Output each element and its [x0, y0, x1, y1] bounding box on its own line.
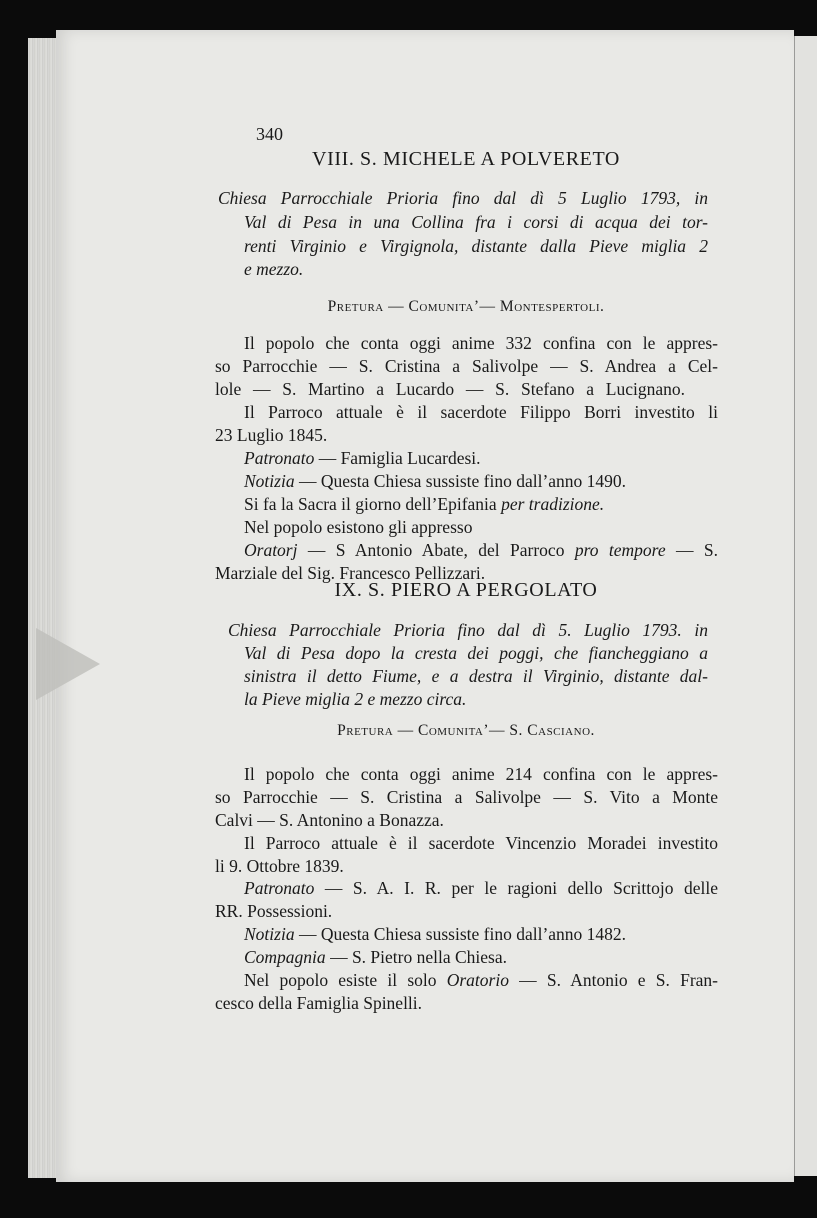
body-line: lole — S. Martino a Lucardo — S. Stefano a Lucignano. [215, 379, 685, 399]
oratori-line [244, 540, 718, 560]
patronato-text: — S. A. I. R. per le ragioni dello Scrittojo delle [314, 878, 718, 898]
jurisdiction: Pretura — Comunita’— Montespertoli. [327, 298, 605, 315]
jurisdiction: Pretura — Comunita’— S. Casciano. [337, 722, 595, 739]
oratorio-text: Nel popolo esiste il solo [244, 970, 447, 990]
intro-line: la Pieve miglia 2 e mezzo circa. [244, 689, 467, 709]
notizia-text: — Questa Chiesa sussiste fino dall’anno 1490. [294, 471, 627, 491]
body-line: 23 Luglio 1845. [215, 425, 328, 445]
body-line: Il popolo che conta oggi anime 332 confina con le appres- [244, 333, 718, 353]
patronato-line-2: RR. Possessioni. [215, 901, 333, 921]
compagnia-line [244, 947, 507, 967]
patronato-text: — Famiglia Lucardesi. [314, 448, 481, 468]
oratori-italic: pro tempore [574, 540, 666, 560]
intro-line: sinistra il detto Fiume, e a destra il Virginio, distante dal- [244, 666, 708, 686]
body-line: Il Parroco attuale è il sacerdote Filippo Borri investito li [244, 402, 718, 422]
section-title: VIII. S. MICHELE A POLVERETO [312, 148, 620, 170]
intro-line: e mezzo. [244, 259, 304, 279]
notizia-label: Notizia [244, 471, 295, 491]
body-line: so Parrocchie — S. Cristina a Salivolpe — S. Vito a Monte [215, 787, 718, 807]
oratorio-line [244, 970, 718, 990]
intro-line: Val di Pesa dopo la cresta dei poggi, che fiancheggiano a [244, 643, 708, 663]
oratori-end: — S. [665, 540, 718, 560]
patronato-line [244, 448, 481, 468]
patronato-line [244, 878, 718, 898]
body-line: Calvi — S. Antonino a Bonazza. [215, 810, 444, 830]
body-line: li 9. Ottobre 1839. [215, 856, 344, 876]
notizia-line [244, 471, 626, 491]
epifania-italic: per tradizione. [501, 494, 605, 514]
notizia-line [244, 924, 626, 944]
notizia-text: — Questa Chiesa sussiste fino dall’anno 1482. [294, 924, 627, 944]
compagnia-text: — S. Pietro nella Chiesa. [325, 947, 507, 967]
compagnia-label: Compagnia [244, 947, 326, 967]
epifania-text: Si fa la Sacra il giorno dell’Epifania [244, 494, 502, 514]
patronato-label: Patronato [244, 448, 315, 468]
next-page-edge [794, 36, 817, 1176]
body-line: Il Parroco attuale è il sacerdote Vincenzio Moradei investito [244, 833, 718, 853]
oratorio-text-2: — S. Antonio e S. Fran- [508, 970, 718, 990]
body-line: Il popolo che conta oggi anime 214 confina con le appres- [244, 764, 718, 784]
oratori-label: Oratorj [244, 540, 298, 560]
bookmark-tab [36, 628, 100, 700]
intro-line: Chiesa Parrocchiale Prioria fino dal dì 5 Luglio 1793, in [218, 188, 708, 208]
oratori-line-2: Marziale del Sig. Francesco Pellizzari. [215, 563, 486, 583]
intro-line: Chiesa Parrocchiale Prioria fino dal dì 5. Luglio 1793. in [228, 620, 708, 640]
oratorio-line-2: cesco della Famiglia Spinelli. [215, 993, 423, 1013]
popolo-line: Nel popolo esistono gli appresso [244, 517, 473, 537]
intro-line: renti Virginio e Virgignola, distante dalla Pieve miglia 2 [244, 236, 708, 256]
page-number: 340 [256, 124, 283, 144]
body-line: so Parrocchie — S. Cristina a Salivolpe — S. Andrea a Cel- [215, 356, 718, 376]
oratori-text: — S Antonio Abate, del Parroco [297, 540, 575, 560]
intro-line: Val di Pesa in una Collina fra i corsi di acqua dei tor- [244, 212, 708, 232]
notizia-label: Notizia [244, 924, 295, 944]
oratorio-italic: Oratorio [446, 970, 509, 990]
epifania-line [244, 494, 604, 514]
section-title: IX. S. PIERO A PERGOLATO [334, 579, 598, 601]
patronato-label: Patronato [244, 878, 315, 898]
